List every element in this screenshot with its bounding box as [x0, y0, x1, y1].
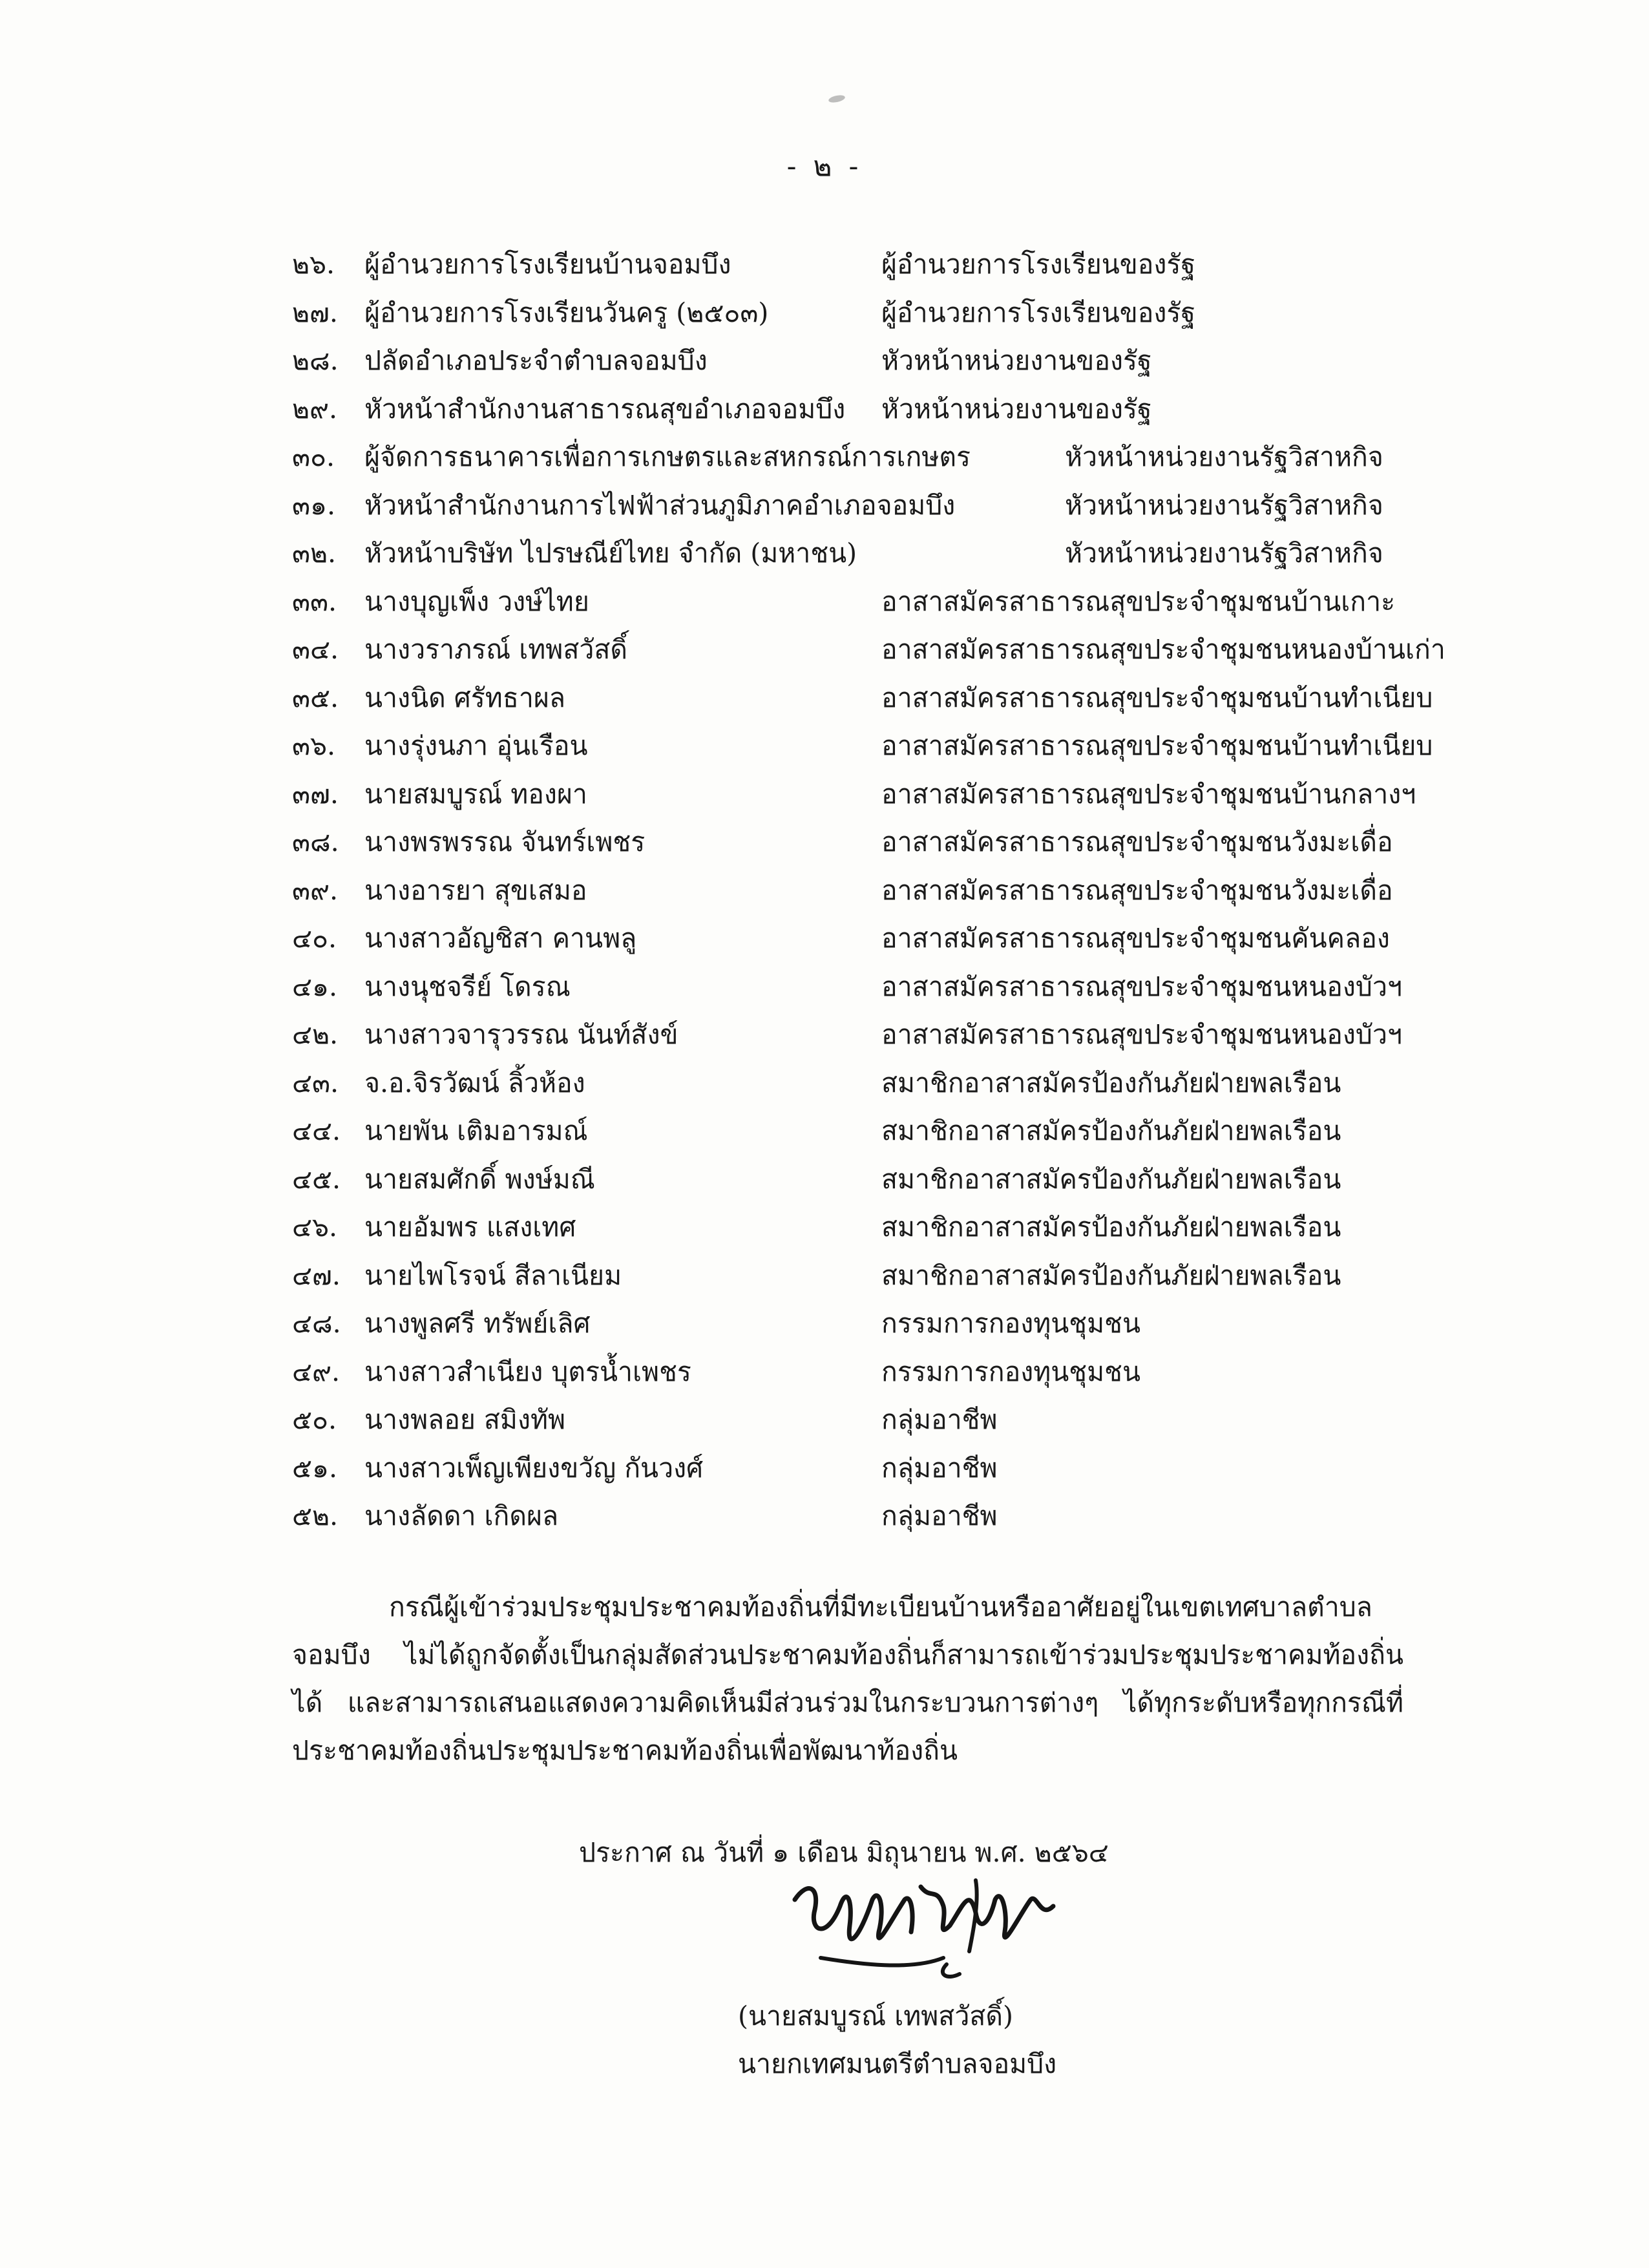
page-number: - ๒ -	[786, 150, 863, 183]
entry-name: นายสมศักดิ์ พงษ์มณี	[364, 1163, 595, 1195]
list-item	[292, 770, 1520, 819]
entry-name: นายสมบูรณ์ ทองผา	[364, 778, 587, 810]
list-item	[292, 1492, 1520, 1540]
entry-number: ๔๔.	[292, 1115, 341, 1146]
entry-number: ๓๗.	[292, 778, 339, 810]
entry-number: ๒๘.	[292, 345, 339, 376]
entry-role: กลุ่มอาชีพ	[881, 1404, 998, 1435]
entry-number: ๓๐.	[292, 441, 335, 472]
list-item	[292, 289, 1520, 337]
entry-role: กรรมการกองทุนชุมชน	[881, 1308, 1140, 1339]
entry-role: กลุ่มอาชีพ	[881, 1500, 998, 1531]
signer-name: (นายสมบูรณ์ เทพสวัสดิ์)	[738, 2000, 1013, 2032]
entry-role: หัวหน้าหน่วยงานของรัฐ	[881, 345, 1152, 376]
entry-name: ผู้จัดการธนาคารเพื่อการเกษตรและสหกรณ์การเกษตร	[364, 441, 971, 472]
entry-role: อาสาสมัครสาธารณสุขประจำชุมชนหนองบ้านเก่า	[881, 634, 1445, 665]
list-item	[292, 722, 1520, 770]
entry-name: นางนิด ศรัทธาผล	[364, 682, 566, 713]
entry-number: ๔๘.	[292, 1308, 341, 1339]
entry-name: นายพัน เติมอารมณ์	[364, 1115, 588, 1146]
entry-role: หัวหน้าหน่วยงานรัฐวิสาหกิจ	[1065, 489, 1383, 521]
entry-name: นางวราภรณ์ เทพสวัสดิ์	[364, 634, 628, 665]
entry-name: นางบุญเพ็ง วงษ์ไทย	[364, 585, 589, 617]
entry-number: ๒๙.	[292, 393, 338, 425]
list-item	[292, 866, 1520, 915]
list-item	[292, 1348, 1520, 1396]
entry-role: อาสาสมัครสาธารณสุขประจำชุมชนบ้านกลางฯ	[881, 778, 1416, 810]
list-item	[292, 481, 1520, 530]
list-item	[292, 529, 1520, 578]
entry-role: อาสาสมัครสาธารณสุขประจำชุมชนวังมะเดื่อ	[881, 826, 1393, 857]
entry-name: นางอารยา สุขเสมอ	[364, 874, 587, 906]
entry-name: นางรุ่งนภา อุ่นเรือน	[364, 730, 588, 761]
entry-role: อาสาสมัครสาธารณสุขประจำชุมชนบ้านทำเนียบ	[881, 682, 1433, 713]
list-item	[292, 1396, 1520, 1444]
entry-name: ผู้อำนวยการโรงเรียนวันครู (๒๕๐๓)	[364, 297, 769, 328]
entry-number: ๓๔.	[292, 634, 339, 665]
entry-role: อาสาสมัครสาธารณสุขประจำชุมชนบ้านทำเนียบ	[881, 730, 1433, 761]
list-item	[292, 1444, 1520, 1493]
list-item	[292, 337, 1520, 385]
list-item	[292, 1299, 1520, 1348]
list-item	[292, 1203, 1520, 1252]
list-item	[292, 578, 1520, 626]
entry-number: ๔๑.	[292, 971, 338, 1002]
member-list	[292, 240, 1520, 1540]
entry-number: ๓๒.	[292, 538, 337, 569]
entry-number: ๔๖.	[292, 1212, 338, 1243]
list-item	[292, 674, 1520, 722]
list-item	[292, 433, 1520, 481]
entry-number: ๕๒.	[292, 1500, 339, 1531]
entry-name: นางลัดดา เกิดผล	[364, 1500, 559, 1531]
list-item	[292, 1252, 1520, 1300]
entry-role: หัวหน้าหน่วยงานของรัฐ	[881, 393, 1152, 425]
entry-number: ๓๘.	[292, 826, 339, 857]
signature-icon	[782, 1861, 1066, 1990]
entry-number: ๕๑.	[292, 1452, 338, 1484]
entry-name: นางนุชจรีย์ โดรณ	[364, 971, 571, 1002]
entry-name: หัวหน้าบริษัท ไปรษณีย์ไทย จำกัด (มหาชน)	[364, 538, 857, 569]
announcement-date: ประกาศ ณ วันที่ ๑ เดือน มิถุนายน พ.ศ. ๒๕๖๔	[579, 1837, 1109, 1868]
entry-role: สมาชิกอาสาสมัครป้องกันภัยฝ่ายพลเรือน	[881, 1212, 1341, 1243]
entry-number: ๓๙.	[292, 874, 339, 906]
entry-name: นายไพโรจน์ สีลาเนียม	[364, 1259, 622, 1291]
entry-name: หัวหน้าสำนักงานสาธารณสุขอำเภอจอมบึง	[364, 393, 846, 425]
entry-role: สมาชิกอาสาสมัครป้องกันภัยฝ่ายพลเรือน	[881, 1067, 1341, 1098]
entry-role: ผู้อำนวยการโรงเรียนของรัฐ	[881, 297, 1196, 328]
entry-role: สมาชิกอาสาสมัครป้องกันภัยฝ่ายพลเรือน	[881, 1163, 1341, 1195]
entry-role: ผู้อำนวยการโรงเรียนของรัฐ	[881, 249, 1196, 280]
body-paragraph	[292, 1583, 1403, 1774]
list-item	[292, 625, 1520, 674]
entry-number: ๔๕.	[292, 1163, 341, 1195]
entry-number: ๔๐.	[292, 923, 337, 954]
entry-number: ๓๖.	[292, 730, 336, 761]
list-item	[292, 818, 1520, 866]
paragraph-text: กรณีผู้เข้าร่วมประชุมประชาคมท้องถิ่นที่มีทะเบียนบ้านหรืออาศัยอยู่ในเขตเทศบาลตำบลจอมบึง ไม่ได้ถูกจัดตั้งเป็นกลุ่มสัดส่วนประชาคมท้องถิ่นก็สามารถเข้าร่วมประชุมประชาคมท้องถิ่นได้ และสามารถเสนอแสดงความคิดเห็นมีส่วนร่วมในกระบวนการต่างๆ ได้ทุกระดับหรือทุกกรณีที่ประชาคมท้องถิ่นประชุมประชาคมท้องถิ่นเพื่อพัฒนาท้องถิ่น	[292, 1591, 1403, 1766]
list-item	[292, 1011, 1520, 1059]
entry-number: ๓๕.	[292, 682, 339, 713]
entry-role: สมาชิกอาสาสมัครป้องกันภัยฝ่ายพลเรือน	[881, 1259, 1341, 1291]
entry-role: หัวหน้าหน่วยงานรัฐวิสาหกิจ	[1065, 538, 1383, 569]
list-item	[292, 963, 1520, 1011]
entry-role: สมาชิกอาสาสมัครป้องกันภัยฝ่ายพลเรือน	[881, 1115, 1341, 1146]
entry-name: นางสาวสำเนียง บุตรน้ำเพชร	[364, 1356, 691, 1387]
entry-number: ๒๖.	[292, 249, 335, 280]
entry-number: ๓๑.	[292, 489, 336, 521]
entry-name: ปลัดอำเภอประจำตำบลจอมบึง	[364, 345, 708, 376]
entry-name: หัวหน้าสำนักงานการไฟฟ้าส่วนภูมิภาคอำเภอจอมบึง	[364, 489, 956, 521]
entry-name: นายอัมพร แสงเทศ	[364, 1212, 576, 1243]
entry-role: กรรมการกองทุนชุมชน	[881, 1356, 1140, 1387]
entry-name: จ.อ.จิรวัฒน์ ลิ้วห้อง	[364, 1067, 585, 1098]
entry-number: ๓๓.	[292, 585, 337, 617]
entry-role: หัวหน้าหน่วยงานรัฐวิสาหกิจ	[1065, 441, 1383, 472]
entry-role: อาสาสมัครสาธารณสุขประจำชุมชนบ้านเกาะ	[881, 585, 1396, 617]
entry-name: นางพูลศรี ทรัพย์เลิศ	[364, 1308, 591, 1339]
entry-number: ๔๓.	[292, 1067, 339, 1098]
list-item	[292, 1155, 1520, 1204]
entry-role: อาสาสมัครสาธารณสุขประจำชุมชนวังมะเดื่อ	[881, 874, 1393, 906]
list-item	[292, 914, 1520, 963]
entry-number: ๔๒.	[292, 1019, 339, 1050]
entry-name: นางพลอย สมิงทัพ	[364, 1404, 566, 1435]
entry-role: อาสาสมัครสาธารณสุขประจำชุมชนหนองบัวฯ	[881, 1019, 1402, 1050]
entry-number: ๒๗.	[292, 297, 338, 328]
entry-name: นางสาวเพ็ญเพียงขวัญ กันวงศ์	[364, 1452, 704, 1484]
entry-role: กลุ่มอาชีพ	[881, 1452, 998, 1484]
entry-name: ผู้อำนวยการโรงเรียนบ้านจอมบึง	[364, 249, 731, 280]
list-item	[292, 1107, 1520, 1155]
entry-role: อาสาสมัครสาธารณสุขประจำชุมชนหนองบัวฯ	[881, 971, 1402, 1002]
list-item	[292, 385, 1520, 434]
entry-number: ๔๗.	[292, 1259, 341, 1291]
scan-speck	[828, 94, 846, 103]
entry-number: ๔๙.	[292, 1356, 341, 1387]
entry-number: ๕๐.	[292, 1404, 337, 1435]
entry-name: นางพรพรรณ จันทร์เพชร	[364, 826, 646, 857]
entry-name: นางสาวจารุวรรณ นันท์สังข์	[364, 1019, 678, 1050]
list-item	[292, 1059, 1520, 1108]
entry-role: อาสาสมัครสาธารณสุขประจำชุมชนคันคลอง	[881, 923, 1390, 954]
entry-name: นางสาวอัญชิสา คานพลู	[364, 923, 637, 954]
signer-position: นายกเทศมนตรีตำบลจอมบึง	[738, 2048, 1057, 2079]
list-item	[292, 240, 1520, 289]
